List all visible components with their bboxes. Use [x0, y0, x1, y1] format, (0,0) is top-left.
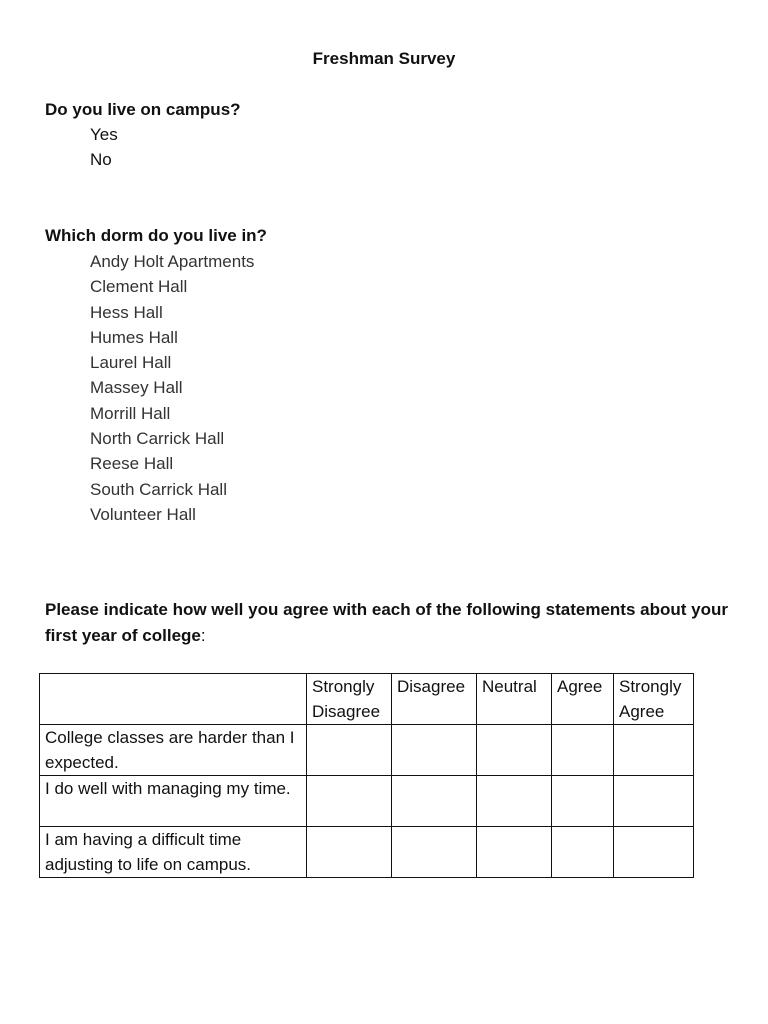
- statement-cell: I am having a difficult time adjusting to life on campus.: [40, 827, 307, 878]
- header-agree: Agree: [552, 674, 614, 725]
- response-cell-disagree[interactable]: [392, 776, 477, 827]
- header-strongly-disagree: Strongly Disagree: [307, 674, 392, 725]
- header-strongly-agree: Strongly Agree: [614, 674, 694, 725]
- survey-title: Freshman Survey: [312, 49, 456, 68]
- dorm-option[interactable]: Massey Hall: [90, 378, 183, 398]
- question-agreement-instruction: [45, 597, 735, 649]
- dorm-option[interactable]: Volunteer Hall: [90, 504, 196, 524]
- response-cell-disagree[interactable]: [392, 725, 477, 776]
- response-cell-agree[interactable]: [552, 725, 614, 776]
- campus-options: [90, 122, 118, 173]
- response-cell-strongly-agree[interactable]: [614, 776, 694, 827]
- dorm-option[interactable]: Reese Hall: [90, 454, 174, 474]
- dorm-option[interactable]: Hess Hall: [90, 302, 163, 322]
- header-neutral: Neutral: [477, 674, 552, 725]
- table-row: [40, 827, 694, 878]
- header-blank-cell: [40, 674, 307, 725]
- response-cell-strongly-agree[interactable]: [614, 725, 694, 776]
- header-disagree: Disagree: [392, 674, 477, 725]
- option-yes[interactable]: Yes: [90, 125, 118, 144]
- dorm-option[interactable]: Humes Hall: [90, 327, 178, 347]
- response-cell-disagree[interactable]: [392, 827, 477, 878]
- response-cell-strongly-disagree[interactable]: [307, 776, 392, 827]
- response-cell-agree[interactable]: [552, 827, 614, 878]
- dorm-option[interactable]: Morrill Hall: [90, 403, 171, 423]
- question-which-dorm: Which dorm do you live in?: [45, 226, 267, 245]
- dorm-option[interactable]: Clement Hall: [90, 277, 188, 297]
- response-cell-strongly-disagree[interactable]: [307, 827, 392, 878]
- response-cell-strongly-disagree[interactable]: [307, 725, 392, 776]
- response-cell-neutral[interactable]: [477, 725, 552, 776]
- dorm-option[interactable]: South Carrick Hall: [90, 479, 227, 499]
- likert-table: [39, 673, 694, 878]
- question-live-on-campus: Do you live on campus?: [45, 100, 241, 119]
- response-cell-agree[interactable]: [552, 776, 614, 827]
- dorm-options: [90, 249, 254, 527]
- dorm-option[interactable]: Laurel Hall: [90, 353, 172, 373]
- option-no[interactable]: No: [90, 150, 112, 170]
- instruction-text: Please indicate how well you agree with each of the following statements about your first year of college: [45, 600, 728, 645]
- response-cell-neutral[interactable]: [477, 776, 552, 827]
- table-header-row: [40, 674, 694, 725]
- dorm-option[interactable]: North Carrick Hall: [90, 429, 225, 449]
- response-cell-strongly-agree[interactable]: [614, 827, 694, 878]
- instruction-colon: :: [200, 626, 206, 645]
- statement-cell: College classes are harder than I expected.: [40, 725, 307, 776]
- response-cell-neutral[interactable]: [477, 827, 552, 878]
- dorm-option[interactable]: Andy Holt Apartments: [90, 252, 255, 271]
- table-row: [40, 776, 694, 827]
- table-row: [40, 725, 694, 776]
- statement-cell: I do well with managing my time.: [40, 776, 307, 827]
